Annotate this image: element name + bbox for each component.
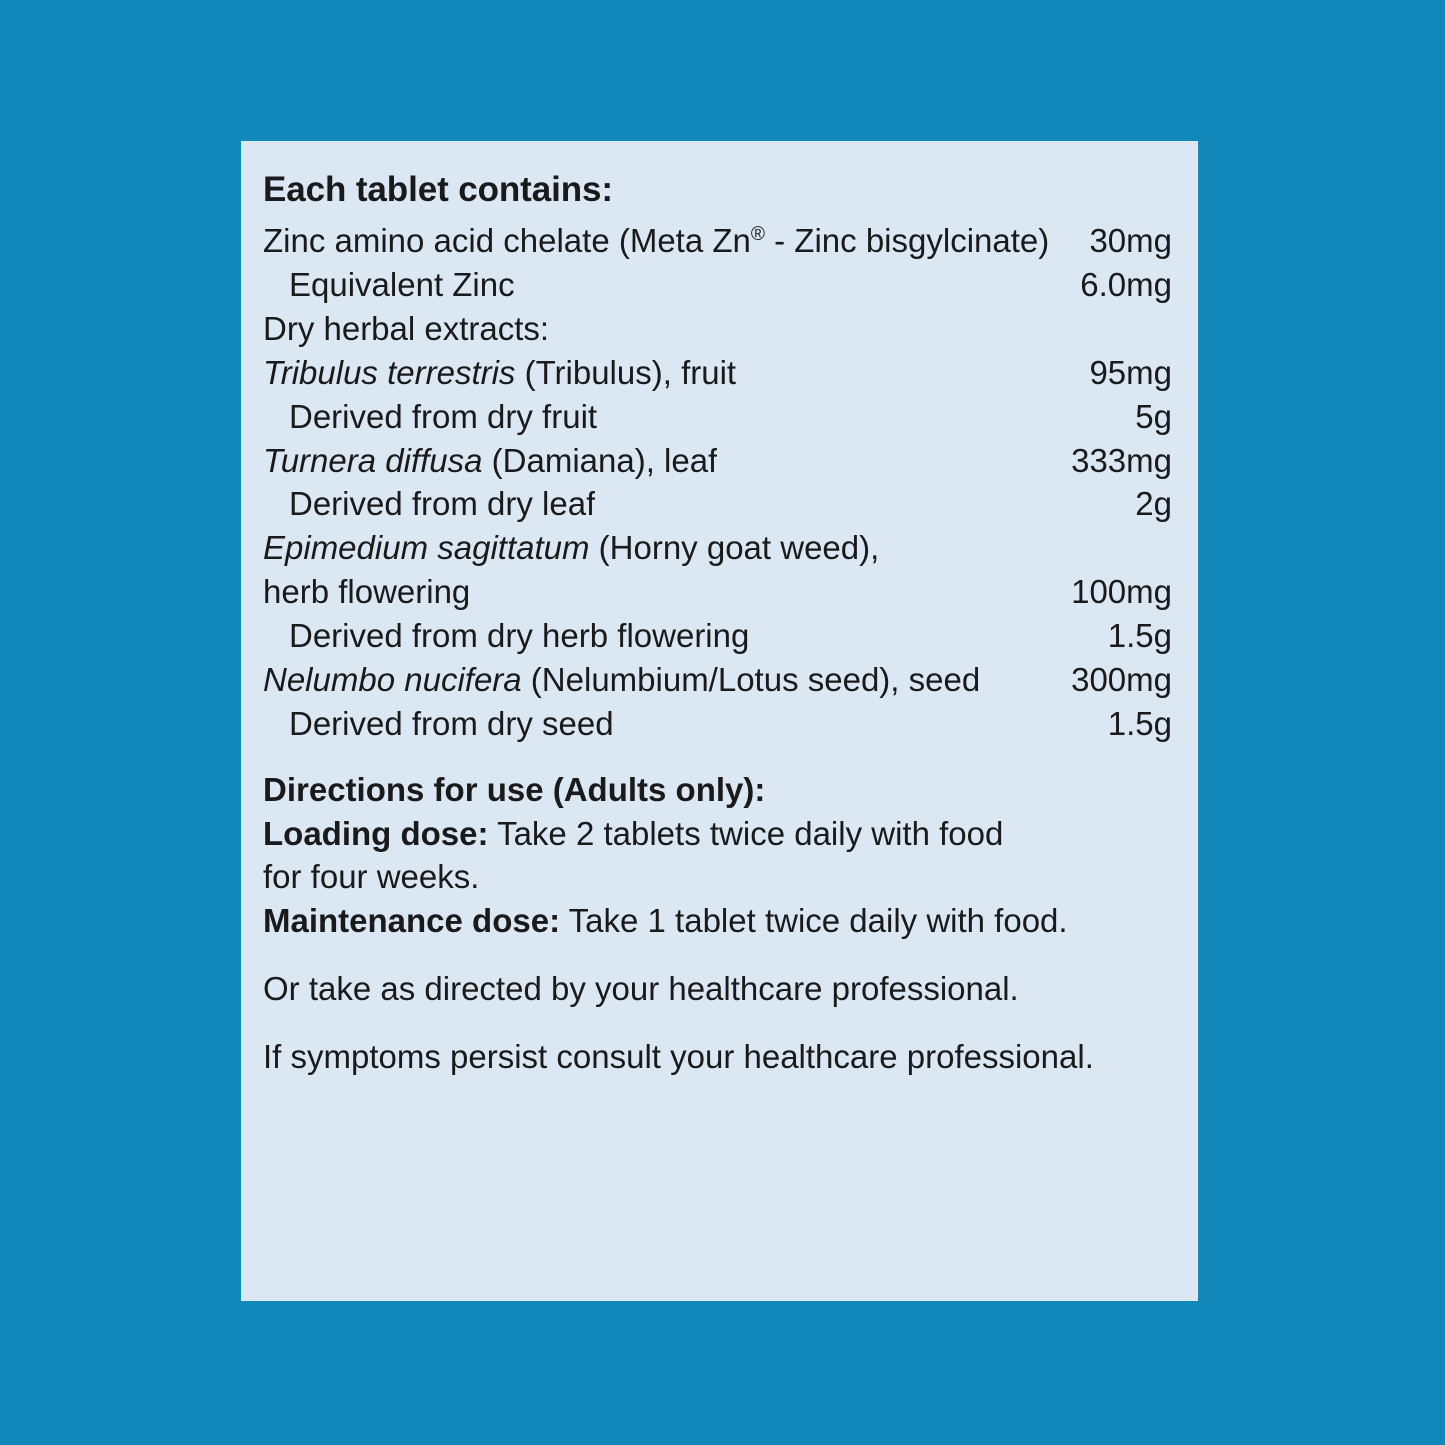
loading-dose-text: Take 2 tablets twice daily with food [488,814,1004,852]
as-directed-note: Or take as directed by your healthcare professional. [263,970,1019,1008]
ingredient-amount: 5g [1135,397,1172,435]
loading-dose-line-2: for four weeks. [263,858,480,896]
ingredient-name: Derived from dry herb flowering [289,617,750,655]
ingredient-amount: 30mg [1089,222,1172,260]
ingredient-name: Derived from dry seed [289,704,614,742]
loading-dose-label: Loading dose: [263,814,489,852]
ingredient-name: Turnera diffusa (Damiana), leaf [263,441,718,479]
ingredients-heading: Each tablet contains: [263,170,613,209]
maintenance-dose-text: Take 1 tablet twice daily with food. [560,902,1068,940]
ingredient-amount: 2g [1135,485,1172,523]
ingredient-name: Nelumbo nucifera (Nelumbium/Lotus seed), seed [263,660,981,698]
ingredient-name: Derived from dry leaf [289,485,596,523]
ingredient-amount: 1.5g [1107,617,1172,655]
ingredient-row [263,614,1172,658]
maintenance-dose-line [263,899,1172,943]
ingredient-name: Tribulus terrestris (Tribulus), fruit [263,353,737,391]
ingredient-name: Zinc amino acid chelate (Meta Zn® - Zinc bisgylcinate) [263,222,1050,260]
ingredient-row [263,482,1172,526]
ingredient-amount: 333mg [1071,441,1172,479]
maintenance-dose-label: Maintenance dose: [263,902,561,940]
ingredient-name: Equivalent Zinc [289,266,515,304]
ingredient-row [263,263,1172,307]
dry-herbal-extracts-label: Dry herbal extracts: [263,309,550,347]
supplement-facts-panel [241,141,1198,1301]
ingredients-list [263,219,1172,746]
ingredient-row [263,658,1172,702]
symptoms-persist-note: If symptoms persist consult your healthcare professional. [263,1038,1094,1076]
ingredient-amount: 100mg [1071,573,1172,611]
ingredient-amount: 300mg [1071,660,1172,698]
ingredient-amount: 1.5g [1107,704,1172,742]
ingredient-amount: 6.0mg [1080,266,1172,304]
ingredient-amount: 95mg [1089,353,1172,391]
directions-heading: Directions for use (Adults only): [263,770,766,808]
ingredient-row [263,351,1172,395]
loading-dose-line [263,812,1172,856]
ingredient-row [263,439,1172,483]
directions-section [263,768,1172,1079]
ingredient-row [263,702,1172,746]
ingredient-row [263,395,1172,439]
ingredient-row [263,219,1172,263]
ingredient-name: Epimedium sagittatum (Horny goat weed), herb flowering [263,529,880,611]
registered-trademark-symbol: ® [750,224,765,246]
ingredient-row [263,526,1172,614]
ingredient-name: Derived from dry fruit [289,397,598,435]
